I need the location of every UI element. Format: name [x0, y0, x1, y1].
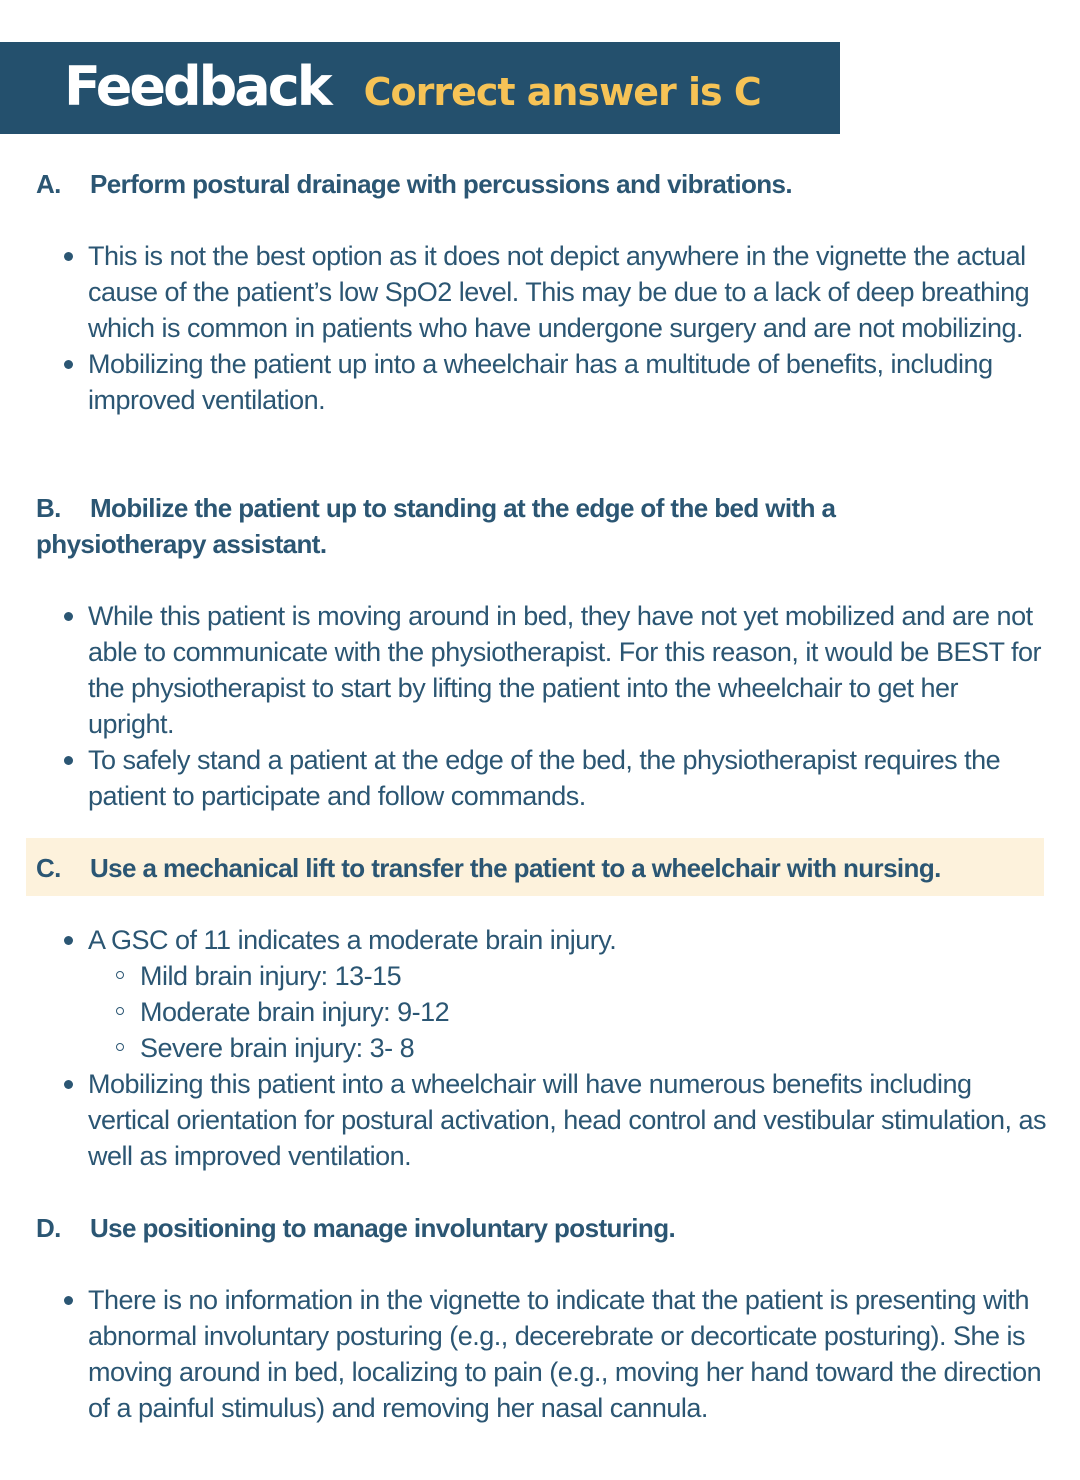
option-a-heading [36, 166, 1036, 202]
list-item: While this patient is moving around in bed, they have not yet mobilized and are not able to communicate with the physiotherapist. For this reason, it would be BEST for the physiotherapist to start by lifting the patient into the wheelchair to get her upright. [88, 598, 1048, 742]
option-b-bullets [88, 598, 1048, 814]
option-d-text: Use positioning to manage involuntary posturing. [90, 1213, 676, 1243]
option-c-heading [36, 850, 1046, 886]
sub-list-item: Moderate brain injury: 9-12 [140, 994, 1048, 1030]
correct-answer-label: Correct answer is C [363, 70, 761, 114]
option-d-heading [36, 1210, 1036, 1246]
sub-list-item: Severe brain injury: 3- 8 [140, 1030, 1048, 1066]
option-a-bullets [88, 238, 1048, 418]
list-item: There is no information in the vignette to indicate that the patient is presenting with abnormal involuntary posturing (e.g., decerebrate or decorticate posturing). She is moving around in bed, localizing to pain (e.g., moving her hand toward the direction of a painful stimulus) and removing her nasal cannula. [88, 1282, 1048, 1426]
list-item: This is not the best option as it does not depict anywhere in the vignette the actual cause of the patient’s low SpO2 level. This may be due to a lack of deep breathing which is common in patients who have undergone surgery and are not mobilizing. [88, 238, 1048, 346]
list-item [88, 922, 1048, 1066]
list-item-text: A GSC of 11 indicates a moderate brain injury. [88, 925, 617, 955]
sub-list-item: Mild brain injury: 13-15 [140, 958, 1048, 994]
option-a-letter: A. [36, 169, 61, 199]
option-d-bullets [88, 1282, 1048, 1426]
gcs-scale-list [88, 958, 1048, 1066]
option-b-letter: B. [36, 493, 61, 523]
option-c-bullets [88, 922, 1048, 1174]
option-b-text: Mobilize the patient up to standing at the edge of the bed with a physiotherapy assistant. [36, 493, 836, 559]
list-item: Mobilizing this patient into a wheelchair will have numerous benefits including vertical orientation for postural activation, head control and vestibular stimulation, as well as improved ventilation. [88, 1066, 1048, 1174]
list-item: To safely stand a patient at the edge of the bed, the physiotherapist requires the patient to participate and follow commands. [88, 742, 1048, 814]
option-b-heading [36, 490, 996, 562]
option-a-text: Perform postural drainage with percussions and vibrations. [90, 169, 793, 199]
option-c-text: Use a mechanical lift to transfer the patient to a wheelchair with nursing. [90, 853, 941, 883]
page-title: Feedback [64, 54, 330, 118]
list-item: Mobilizing the patient up into a wheelchair has a multitude of benefits, including improved ventilation. [88, 346, 1048, 418]
option-d-letter: D. [36, 1213, 61, 1243]
option-c-letter: C. [36, 853, 61, 883]
